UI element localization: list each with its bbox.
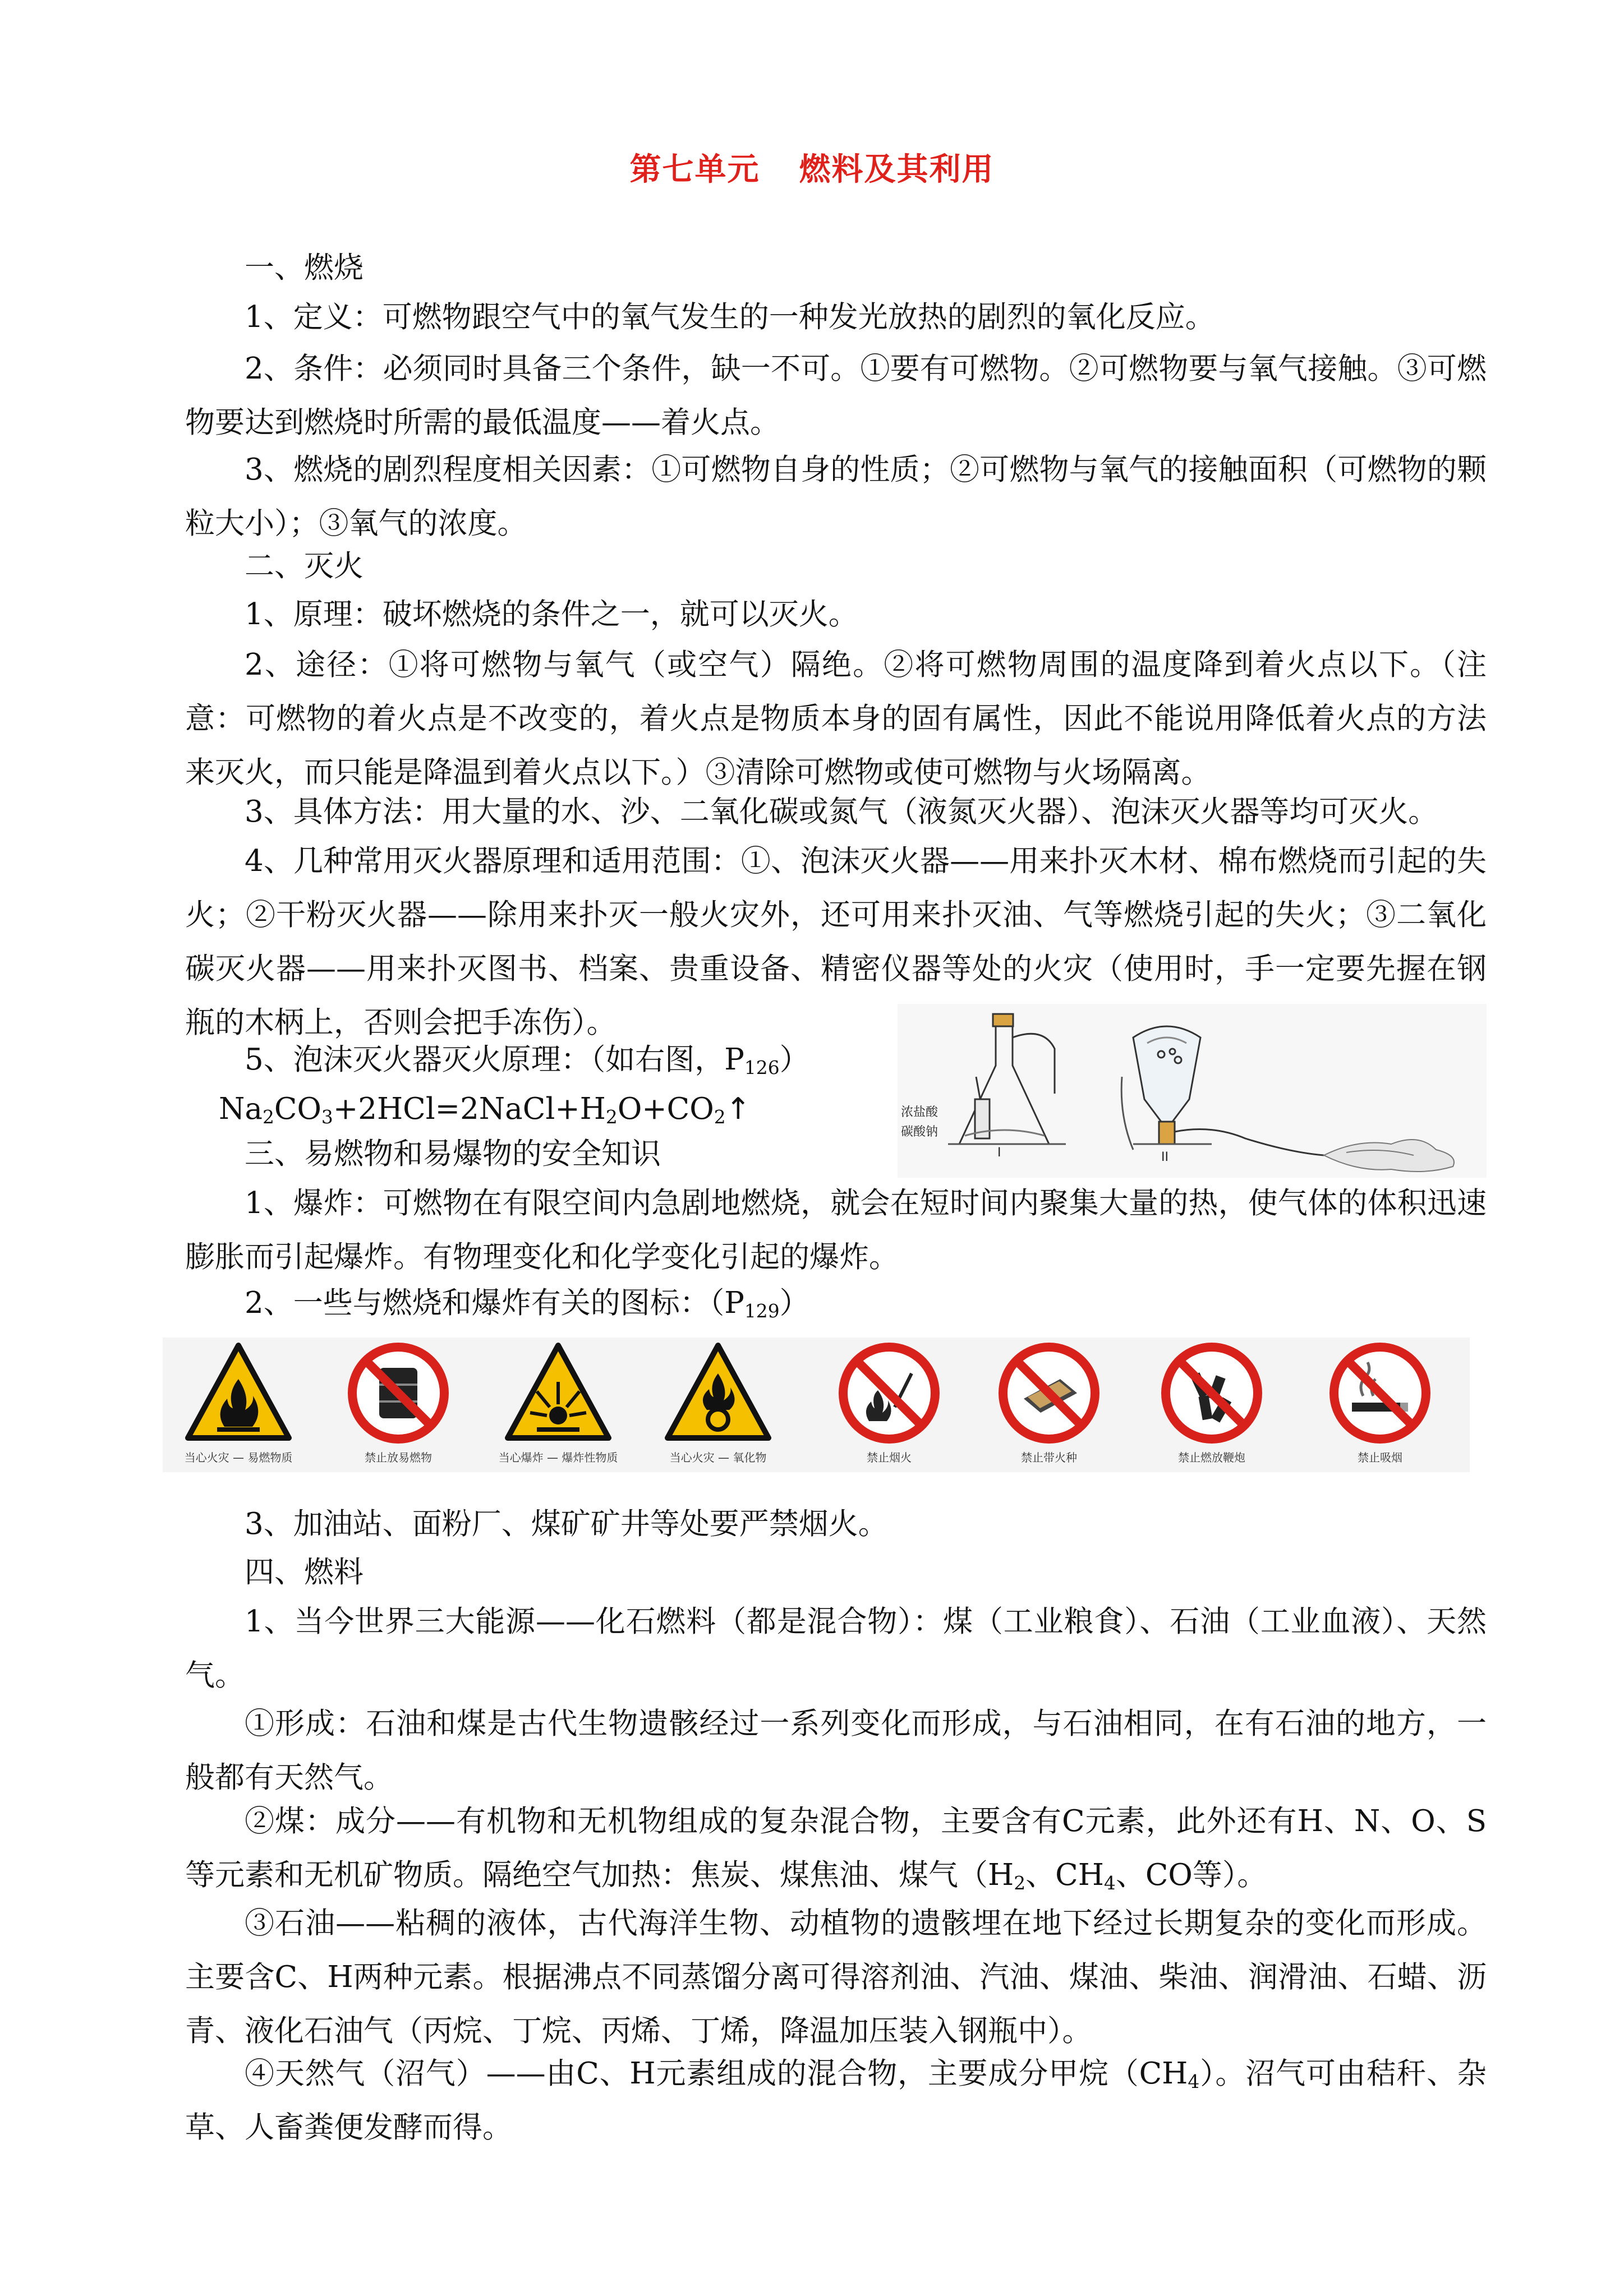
chemical-equation: $Na_2CO_3+2HCl=2NaCl+H_2O+CO_2↑$ bbox=[219, 1092, 751, 1128]
paragraph: 1、爆炸：可燃物在有限空间内急剧地燃烧，就会在短时间内聚集大量的热，使气体的体积迅速膨胀而引起爆炸。有物理变化和化学变化引起的爆炸。 bbox=[185, 1186, 1487, 1274]
apparatus-illustration bbox=[898, 1004, 1487, 1178]
section-heading-safety: 三、易燃物和易爆物的安全知识 bbox=[245, 1137, 661, 1171]
sign-caption: 禁止烟火 bbox=[867, 1451, 912, 1464]
label-apparatus-1: I bbox=[997, 1146, 1001, 1160]
paragraph: 2、途径：①将可燃物与氧气（或空气）隔绝。②将可燃物周围的温度降到着火点以下。（注意：可燃物的着火点是不改变的，着火点是物质本身的固有属性，因此不能说用降低着火点的方法来灭火，而只能是降温到着火点以下。）③清除可燃物或使可燃物与火场隔离。 bbox=[185, 648, 1487, 790]
match-flame-icon bbox=[833, 1340, 945, 1446]
title-topic: 燃料及其利用 bbox=[799, 151, 995, 188]
paragraph: ③石油——粘稠的液体，古代海洋生物、动植物的遗骸埋在地下经过长期复杂的变化而形成。主要含C、H两种元素。根据沸点不同蒸馏分离可得溶剂油、汽油、煤油、柴油、润滑油、石蜡、沥青、液化石油气（丙烷、丁烷、丙烯、丁烯，降温加压装入钢瓶中）。 bbox=[185, 1906, 1487, 2048]
paragraph: 3、具体方法：用大量的水、沙、二氧化碳或氮气（液氮灭火器）、泡沫灭火器等均可灭火。 bbox=[245, 795, 1438, 829]
matchbox-icon bbox=[993, 1340, 1105, 1446]
label-conc-hcl: 浓盐酸 bbox=[901, 1105, 938, 1119]
section-heading-extinguishing: 二、灭火 bbox=[245, 549, 364, 583]
flame-icon bbox=[182, 1340, 295, 1446]
firecracker-icon bbox=[1156, 1340, 1268, 1446]
sign-no-fire-source bbox=[973, 1338, 1125, 1472]
sign-caption: 当心爆炸 — 爆炸性物质 bbox=[498, 1451, 618, 1464]
paragraph: 1、原理：破坏燃烧的条件之一，就可以灭火。 bbox=[245, 597, 858, 631]
paragraph: 1、定义：可燃物跟空气中的氧气发生的一种发光放热的剧烈的氧化反应。 bbox=[245, 300, 1215, 334]
paragraph: 3、加油站、面粉厂、煤矿矿井等处要严禁烟火。 bbox=[245, 1507, 888, 1541]
sign-caption: 当心火灾 — 氧化物 bbox=[669, 1451, 767, 1464]
sign-caption: 禁止放易燃物 bbox=[365, 1451, 432, 1464]
title-unit: 第七单元 bbox=[629, 151, 760, 188]
safety-signs-row bbox=[163, 1338, 1470, 1472]
sign-no-firecrackers bbox=[1136, 1338, 1287, 1472]
sign-caption: 禁止燃放鞭炮 bbox=[1178, 1451, 1245, 1464]
paragraph: ①形成：石油和煤是古代生物遗骸经过一系列变化而形成，与石油相同，在有石油的地方，一般都有天然气。 bbox=[185, 1707, 1487, 1795]
barrel-icon bbox=[342, 1340, 454, 1446]
sign-oxidizer-warning bbox=[642, 1338, 794, 1472]
flame-over-circle-icon bbox=[662, 1340, 774, 1446]
paragraph: 1、当今世界三大能源——化石燃料（都是混合物）：煤（工业粮食）、石油（工业血液）、天然气。 bbox=[185, 1605, 1487, 1693]
section-heading-combustion: 一、燃烧 bbox=[245, 251, 364, 285]
sign-caption: 当心火灾 — 易燃物质 bbox=[184, 1451, 293, 1464]
paragraph: ②煤：成分——有机物和无机物组成的复杂混合物，主要含有C元素，此外还有H、N、O、S等元素和无机矿物质。隔绝空气加热：焦炭、煤焦油、煤气（$H_2$、$CH_4$、CO等）。 bbox=[185, 1804, 1487, 1894]
paragraph: 3、燃烧的剧烈程度相关因素：①可燃物自身的性质；②可燃物与氧气的接触面积（可燃物的颗粒大小）；③氧气的浓度。 bbox=[185, 453, 1487, 541]
paragraph: ④天然气（沼气）——由C、H元素组成的混合物，主要成分甲烷$(CH_4)$。沼气可由秸秆、杂草、人畜粪便发酵而得。 bbox=[185, 2057, 1487, 2145]
label-apparatus-2: II bbox=[1161, 1150, 1168, 1164]
page-title bbox=[0, 145, 1624, 190]
sign-caption: 禁止吸烟 bbox=[1358, 1451, 1402, 1464]
paragraph: 4、几种常用灭火器原理和适用范围：①、泡沫灭火器——用来扑灭木材、棉布燃烧而引起的失火；②干粉灭火器——除用来扑灭一般火灾外，还可用来扑灭油、气等燃烧引起的失火；③二氧化碳灭火器——用来扑灭图书、档案、贵重设备、精密仪器等处的火灾（使用时，手一定要先握在钢瓶的木柄上，否则会把手冻伤）。 bbox=[185, 844, 1487, 1040]
paragraph: 2、一些与燃烧和爆炸有关的图标：$(P_{129})$ bbox=[245, 1286, 809, 1322]
explosion-icon bbox=[502, 1340, 614, 1446]
foam-extinguisher-figure bbox=[898, 1004, 1487, 1178]
sign-no-smoking bbox=[1304, 1338, 1456, 1472]
sign-explosive-warning bbox=[482, 1338, 634, 1472]
label-sodium-carbonate: 碳酸钠 bbox=[901, 1125, 938, 1139]
section-heading-fuels: 四、燃料 bbox=[245, 1555, 364, 1589]
sign-flammable-warning bbox=[163, 1338, 314, 1472]
sign-no-flammables bbox=[323, 1338, 474, 1472]
paragraph: 2、条件：必须同时具备三个条件，缺一不可。①要有可燃物。②可燃物要与氧气接触。③可燃物要达到燃烧时所需的最低温度——着火点。 bbox=[185, 352, 1487, 440]
cigarette-icon bbox=[1324, 1340, 1436, 1446]
paragraph: 5、泡沫灭火器灭火原理：（如右图，$P_{126}$） bbox=[245, 1043, 809, 1079]
sign-caption: 禁止带火种 bbox=[1021, 1451, 1077, 1464]
sign-no-open-flame bbox=[813, 1338, 965, 1472]
